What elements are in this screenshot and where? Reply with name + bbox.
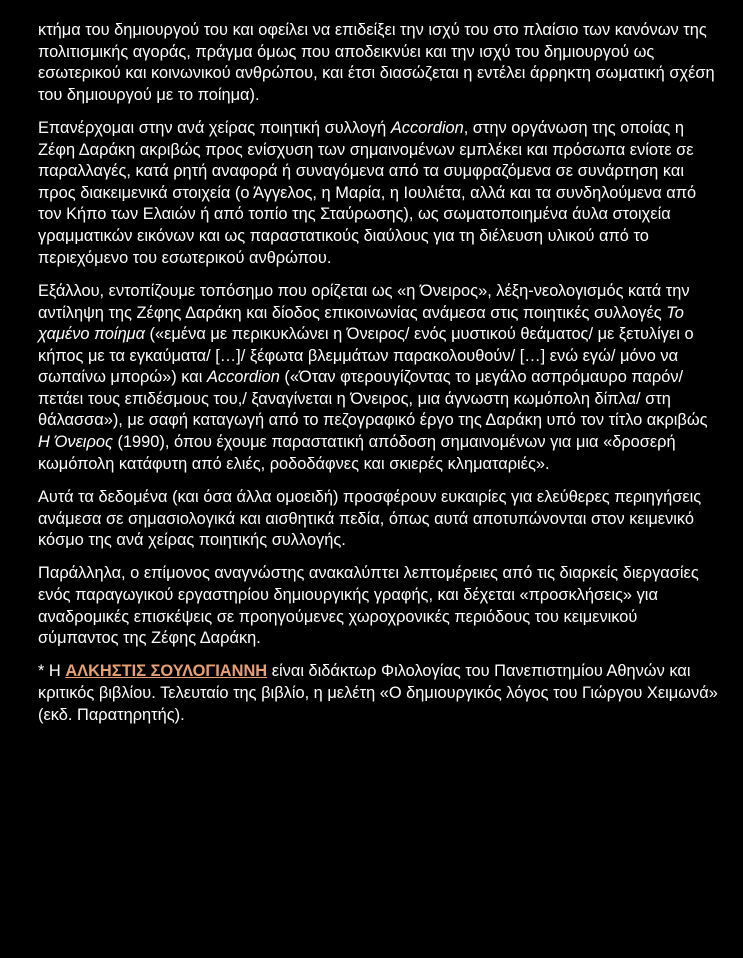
paragraph-text: Αυτά τα δεδομένα (και όσα άλλα ομοειδή) προσφέρουν ευκαιρίες για ελεύθερες περιηγήσεις ανάμεσα σε σημασιολογικά και αισθητικά πεδία, όπως αυτά αποτυπώνονται στον κειμενικό κόσμο της ανά χείρας ποιητικής συλλογής. — [38, 487, 702, 550]
article-paragraphs — [38, 20, 722, 650]
article-paragraph — [38, 20, 722, 106]
article-paragraph — [38, 563, 722, 649]
bio-prefix: * Η — [38, 662, 66, 681]
article-paragraph — [38, 487, 722, 552]
author-name-link[interactable]: ΑΛΚΗΣΤΙΣ ΣΟΥΛΟΓΙΑΝΝΗ — [65, 662, 268, 681]
author-bio — [38, 661, 722, 726]
article-paragraph — [38, 281, 722, 475]
paragraph-text: (1990), όπου έχουμε παραστατική απόδοση σημαινομένων για μια «δροσερή κωμόπολη κατάφυτη από ελιές, ροδοδάφνες και σκιερές κληματαριές». — [38, 433, 676, 473]
article-body — [38, 20, 722, 726]
paragraph-text: κτήμα του δημιουργού του και οφείλει να επιδείξει την ισχύ του στο πλαίσιο των κανόνων της πολιτισμικής αγοράς, πράγμα όμως που αποδεικνύει και την ισχύ του δημιουργού ως εσωτερικού και κοινωνικού ανθρώπου, και έτσι διασώζεται η εντέλει άρρηκτη σωματική σχέση του δημιουργού με το ποίημα). — [38, 21, 715, 104]
italic-title: Η Όνειρος — [38, 433, 113, 452]
bio-suffix: είναι διδάκτωρ Φιλολογίας του Πανεπιστημίου Αθηνών και κριτικός βιβλίου. Τελευταίο της βιβλίο, η μελέτη «Ο δημιουργικός λόγος του Γιώργου Χειμωνά» (εκδ. Παρατηρητής). — [38, 662, 718, 724]
italic-title: Accordion — [206, 368, 280, 387]
paragraph-text: («εμένα με περικυκλώνει η Όνειρος/ ενός μυστικού θεάματος/ με ξετυλίγει ο κήπος με τα εγκαύματα/ […]/ ξέφωτα βλεμμάτων παρακολουθούν/ […] ενώ εγώ/ μόνο να σωπαίνω μπορώ») και — [38, 325, 694, 387]
paragraph-text: , στην οργάνωση της οποίας η Ζέφη Δαράκη ακριβώς προς ενίσχυση των σημαινομένων εμπλέκει και πρόσωπα ενίοτε σε παραλλαγές, κατά ρητή αναφορά ή συναγόμενα από τα συμφραζόμενα σε συνάρτηση και προς διακειμενικά στοιχεία (ο Άγγελος, η Μαρία, η Ιουλιέτα, αλλά και τα συνδηλούμενα από τον Κήπο των Ελαιών ή από τοπίο της Σταύρωσης), ως σωματοποιημένα άυλα στοιχεία γραμματικών εικόνων και ως παραστατικούς διαύλους για τη διέλευση υλικού από το περιεχόμενο του εσωτερικού ανθρώπου. — [38, 119, 697, 267]
article-paragraph — [38, 118, 722, 269]
paragraph-text: («Όταν φτερουγίζοντας το μεγάλο ασπρόμαυρο παρόν/ πετάει τους επιδέσμους του,/ ξαναγίνεται η Όνειρος, μια άγνωστη κωμόπολη δίπλα/ στη θάλασσα»), με σαφή καταγωγή από το πεζογραφικό έργο της Δαράκη υπό τον τίτλο ακριβώς — [38, 368, 708, 430]
paragraph-text: Παράλληλα, ο επίμονος αναγνώστης ανακαλύπτει λεπτομέρειες από τις διαρκείς διεργασίες ενός παραγωγικού εργαστηρίου δημιουργικής γραφής, και δέχεται «προσκλήσεις» για αναδρομικές επισκέψεις σε προηγούμενες χωροχρονικές περιόδους του κειμενικού σύμπαντος της Ζέφης Δαράκη. — [38, 564, 699, 648]
italic-title: Το χαμένο ποίημα — [38, 303, 684, 344]
paragraph-text: Εξάλλου, εντοπίζουμε τοπόσημο που ορίζεται ως «η Όνειρος», λέξη-νεολογισμός κατά την αντίληψη της Ζέφης Δαράκη και δίοδος επικοινωνίας ανάμεσα στις ποιητικές συλλογές — [38, 281, 690, 322]
paragraph-text: Επανέρχομαι στην ανά χείρας ποιητική συλλογή — [38, 119, 391, 138]
italic-title: Accordion — [390, 119, 464, 138]
